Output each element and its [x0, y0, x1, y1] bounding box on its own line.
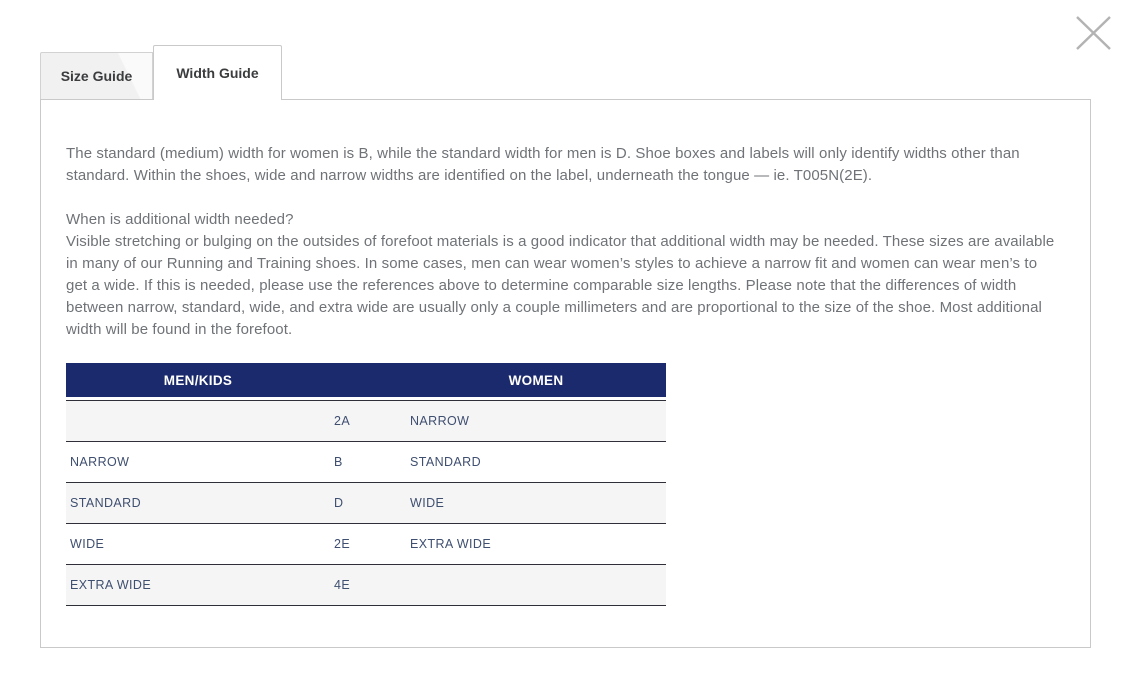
cell-men-kids: STANDARD — [70, 496, 142, 510]
cell-women: NARROW — [410, 414, 470, 428]
header-men-kids: MEN/KIDS — [163, 372, 233, 388]
cell-men-kids: NARROW — [70, 455, 130, 469]
width-guide-panel — [40, 99, 1091, 648]
cell-men-kids: EXTRA WIDE — [70, 578, 152, 592]
cell-code: 4E — [334, 578, 351, 592]
close-button[interactable] — [1068, 10, 1118, 58]
close-icon — [1073, 15, 1113, 54]
cell-women: EXTRA WIDE — [410, 537, 492, 551]
table-row — [66, 483, 666, 524]
guide-tabs — [40, 45, 282, 99]
intro-paragraph: The standard (medium) width for women is B, while the standard width for men is D. Shoe boxes and labels will only identify widths other than standard. Within the shoes, wide and narrow widths are identified on the label, underneath the tongue — ie. T005N(2E). — [66, 145, 1020, 184]
table-row — [66, 565, 666, 606]
header-women: WOMEN — [508, 372, 564, 388]
width-comparison-table — [66, 363, 666, 606]
cell-code: D — [334, 496, 344, 510]
tab-size-guide[interactable] — [40, 52, 153, 99]
tab-size-guide-label: Size Guide — [60, 68, 133, 84]
table-header-row — [66, 363, 666, 397]
cell-women: WIDE — [410, 496, 445, 510]
table-row — [66, 442, 666, 483]
table-row — [66, 524, 666, 565]
table-body — [66, 400, 666, 606]
table-row — [66, 401, 666, 442]
answer-paragraph: Visible stretching or bulging on the outsides of forefoot materials is a good indicator that additional width may be needed. These sizes are available in many of our Running and Training shoes. In some cases, men can wear women’s styles to achieve a narrow fit and women can wear men’s to get a wide. If this is needed, please use the references above to determine comparable size lengths. Please note that the differences of width between narrow, standard, wide, and extra wide are usually only a couple millimeters and are proportional to the size of the shoe. Most additional width will be found in the forefoot. — [66, 233, 1055, 338]
tab-width-guide[interactable] — [153, 45, 282, 100]
cell-code: B — [334, 455, 343, 469]
cell-code: 2E — [334, 537, 351, 551]
question-line: When is additional width needed? — [66, 211, 294, 228]
cell-men-kids: WIDE — [70, 537, 105, 551]
tab-width-guide-label: Width Guide — [176, 65, 259, 81]
cell-code: 2A — [334, 414, 351, 428]
cell-women: STANDARD — [410, 455, 482, 469]
